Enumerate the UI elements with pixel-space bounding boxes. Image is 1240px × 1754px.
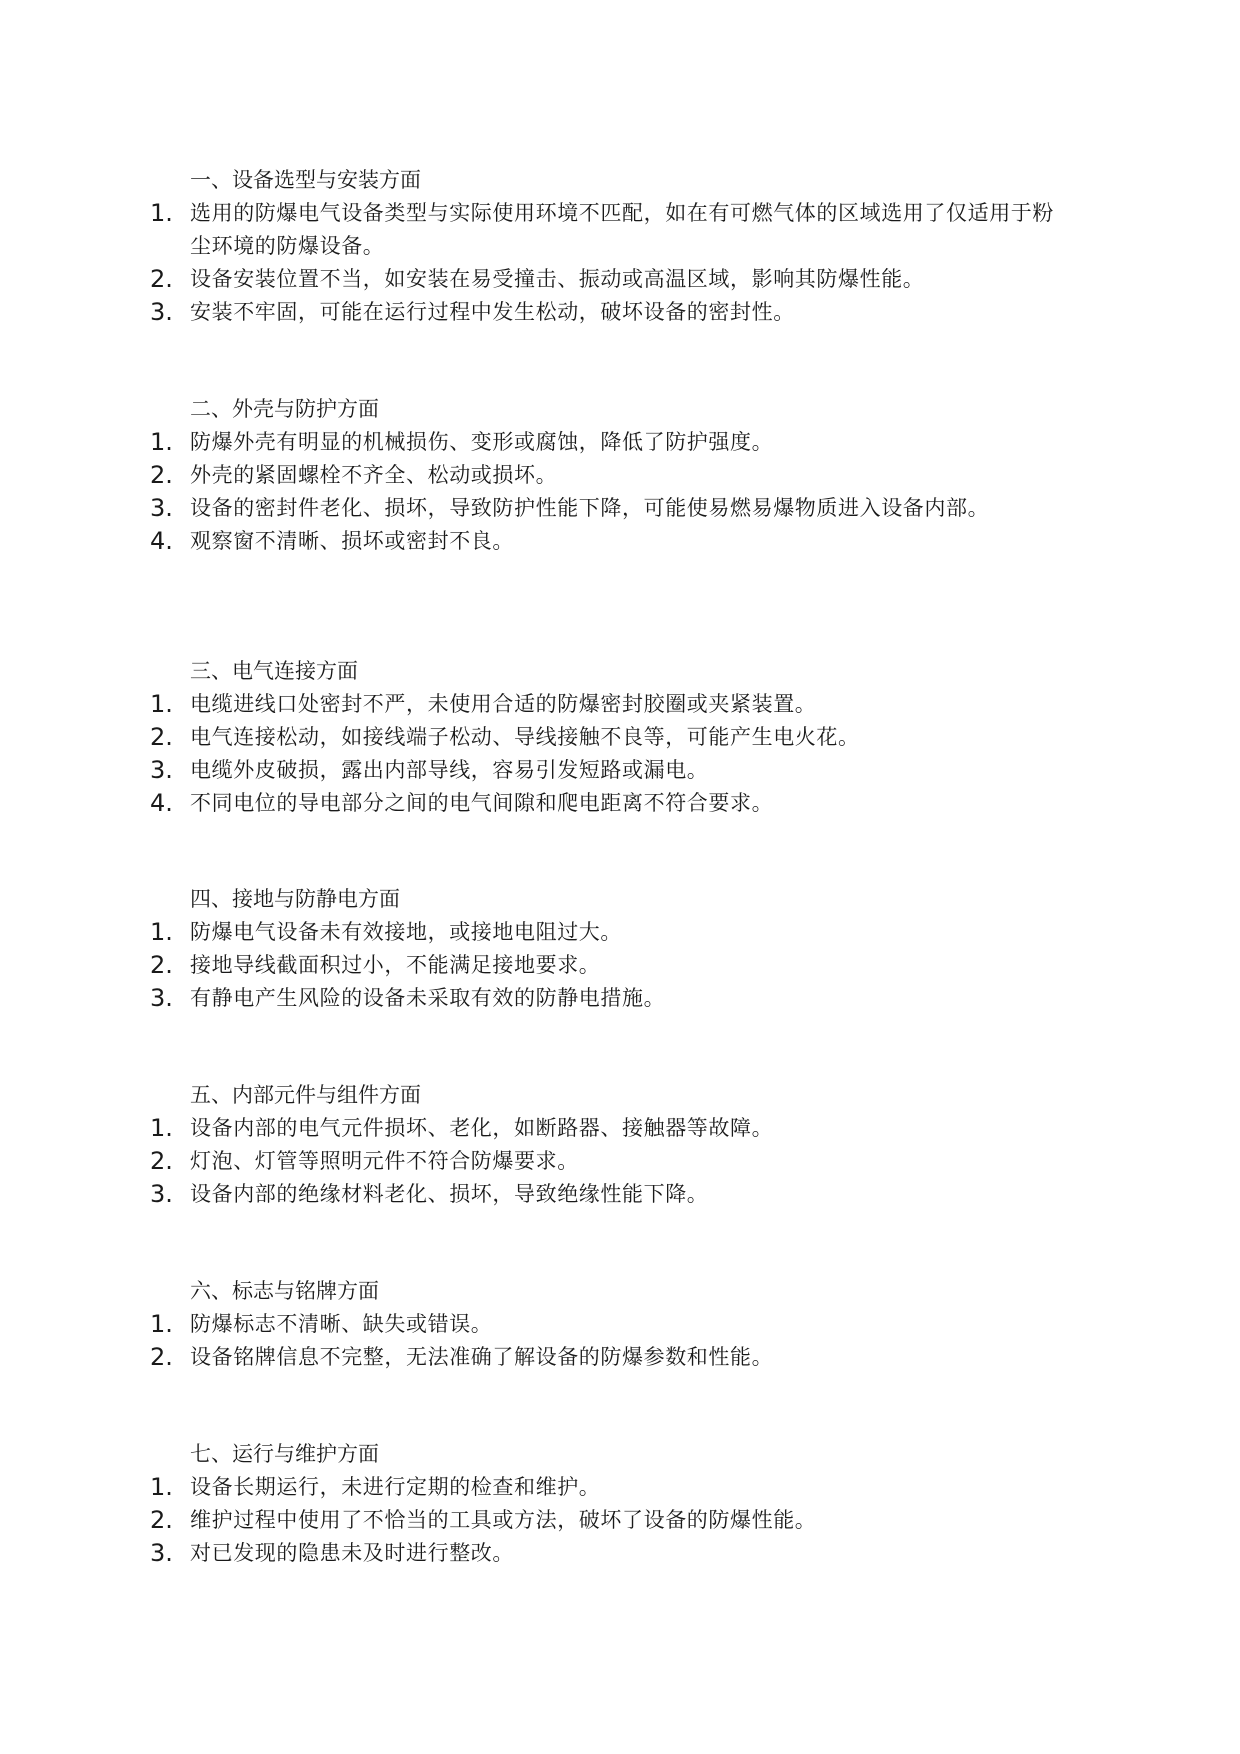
item-number: 1.	[150, 1473, 173, 1501]
list-item	[150, 1504, 1070, 1537]
section-title: 五、内部元件与组件方面	[190, 1083, 421, 1107]
list-item	[150, 1112, 1070, 1145]
section-title: 二、外壳与防护方面	[190, 397, 379, 421]
item-text: 不同电位的导电部分之间的电气间隙和爬电距离不符合要求。	[190, 791, 774, 815]
item-number: 1.	[150, 918, 173, 946]
item-list	[150, 197, 1070, 329]
list-item	[150, 525, 1070, 558]
item-text: 设备内部的绝缘材料老化、损坏，导致绝缘性能下降。	[190, 1182, 709, 1206]
item-text: 安装不牢固，可能在运行过程中发生松动，破坏设备的密封性。	[190, 300, 795, 324]
item-number: 1.	[150, 199, 173, 227]
list-item	[150, 916, 1070, 949]
item-number: 2.	[150, 265, 173, 293]
item-number: 3.	[150, 984, 173, 1012]
item-text: 设备铭牌信息不完整，无法准确了解设备的防爆参数和性能。	[190, 1345, 774, 1369]
list-item	[150, 1178, 1070, 1211]
list-item	[150, 1341, 1070, 1374]
item-text: 设备的密封件老化、损坏，导致防护性能下降，可能使易燃易爆物质进入设备内部。	[190, 496, 990, 520]
item-list	[150, 916, 1070, 1015]
item-number: 3.	[150, 1180, 173, 1208]
item-text: 电缆外皮破损，露出内部导线，容易引发短路或漏电。	[190, 758, 709, 782]
item-number: 2.	[150, 1506, 173, 1534]
item-number: 1.	[150, 690, 173, 718]
item-text: 设备安装位置不当，如安装在易受撞击、振动或高温区域，影响其防爆性能。	[190, 267, 925, 291]
item-number: 3.	[150, 298, 173, 326]
list-item	[150, 1471, 1070, 1504]
list-item	[150, 263, 1070, 296]
section-title: 六、标志与铭牌方面	[190, 1279, 379, 1303]
list-item	[150, 1308, 1070, 1341]
list-item	[150, 754, 1070, 787]
list-item	[150, 787, 1070, 820]
section-internal-components	[150, 1079, 1070, 1211]
item-number: 3.	[150, 1539, 173, 1567]
list-item	[150, 296, 1070, 329]
item-text: 设备长期运行，未进行定期的检查和维护。	[190, 1475, 601, 1499]
list-item	[150, 426, 1070, 459]
item-list	[150, 1112, 1070, 1211]
item-text: 对已发现的隐患未及时进行整改。	[190, 1541, 514, 1565]
item-number: 4.	[150, 527, 173, 555]
item-number: 4.	[150, 789, 173, 817]
list-item	[150, 459, 1070, 492]
item-list	[150, 426, 1070, 558]
item-number: 1.	[150, 1114, 173, 1142]
item-text: 接地导线截面积过小，不能满足接地要求。	[190, 953, 601, 977]
section-title: 一、设备选型与安装方面	[190, 168, 421, 192]
item-list	[150, 1308, 1070, 1374]
item-text: 防爆电气设备未有效接地，或接地电阻过大。	[190, 920, 622, 944]
section-marking-nameplate	[150, 1275, 1070, 1374]
section-grounding-antistatic	[150, 883, 1070, 1015]
section-operation-maintenance	[150, 1438, 1070, 1570]
list-item	[150, 982, 1070, 1015]
item-text: 灯泡、灯管等照明元件不符合防爆要求。	[190, 1149, 579, 1173]
item-text: 防爆标志不清晰、缺失或错误。	[190, 1312, 493, 1336]
list-item	[150, 949, 1070, 982]
list-item	[150, 688, 1070, 721]
item-text: 维护过程中使用了不恰当的工具或方法，破坏了设备的防爆性能。	[190, 1508, 817, 1532]
section-enclosure-protection	[150, 393, 1070, 558]
list-item	[150, 1145, 1070, 1178]
item-number: 2.	[150, 1343, 173, 1371]
item-text: 电缆进线口处密封不严，未使用合适的防爆密封胶圈或夹紧装置。	[190, 692, 817, 716]
item-text: 有静电产生风险的设备未采取有效的防静电措施。	[190, 986, 666, 1010]
item-text: 选用的防爆电气设备类型与实际使用环境不匹配，如在有可燃气体的区域选用了仅适用于粉尘环境的防爆设备。	[190, 201, 1054, 258]
item-number: 3.	[150, 494, 173, 522]
item-number: 2.	[150, 951, 173, 979]
list-item	[150, 721, 1070, 754]
list-item	[150, 1537, 1070, 1570]
section-title: 四、接地与防静电方面	[190, 887, 400, 911]
item-number: 1.	[150, 1310, 173, 1338]
section-electrical-connection	[150, 655, 1070, 820]
item-number: 2.	[150, 723, 173, 751]
section-title: 三、电气连接方面	[190, 659, 358, 683]
list-item	[150, 197, 1070, 263]
item-text: 设备内部的电气元件损坏、老化，如断路器、接触器等故障。	[190, 1116, 774, 1140]
item-text: 电气连接松动，如接线端子松动、导线接触不良等，可能产生电火花。	[190, 725, 860, 749]
item-number: 2.	[150, 461, 173, 489]
item-number: 2.	[150, 1147, 173, 1175]
section-equipment-selection	[150, 164, 1070, 329]
item-number: 1.	[150, 428, 173, 456]
item-text: 防爆外壳有明显的机械损伤、变形或腐蚀，降低了防护强度。	[190, 430, 774, 454]
item-list	[150, 1471, 1070, 1570]
item-list	[150, 688, 1070, 820]
item-text: 观察窗不清晰、损坏或密封不良。	[190, 529, 514, 553]
section-title: 七、运行与维护方面	[190, 1442, 379, 1466]
list-item	[150, 492, 1070, 525]
item-number: 3.	[150, 756, 173, 784]
item-text: 外壳的紧固螺栓不齐全、松动或损坏。	[190, 463, 558, 487]
